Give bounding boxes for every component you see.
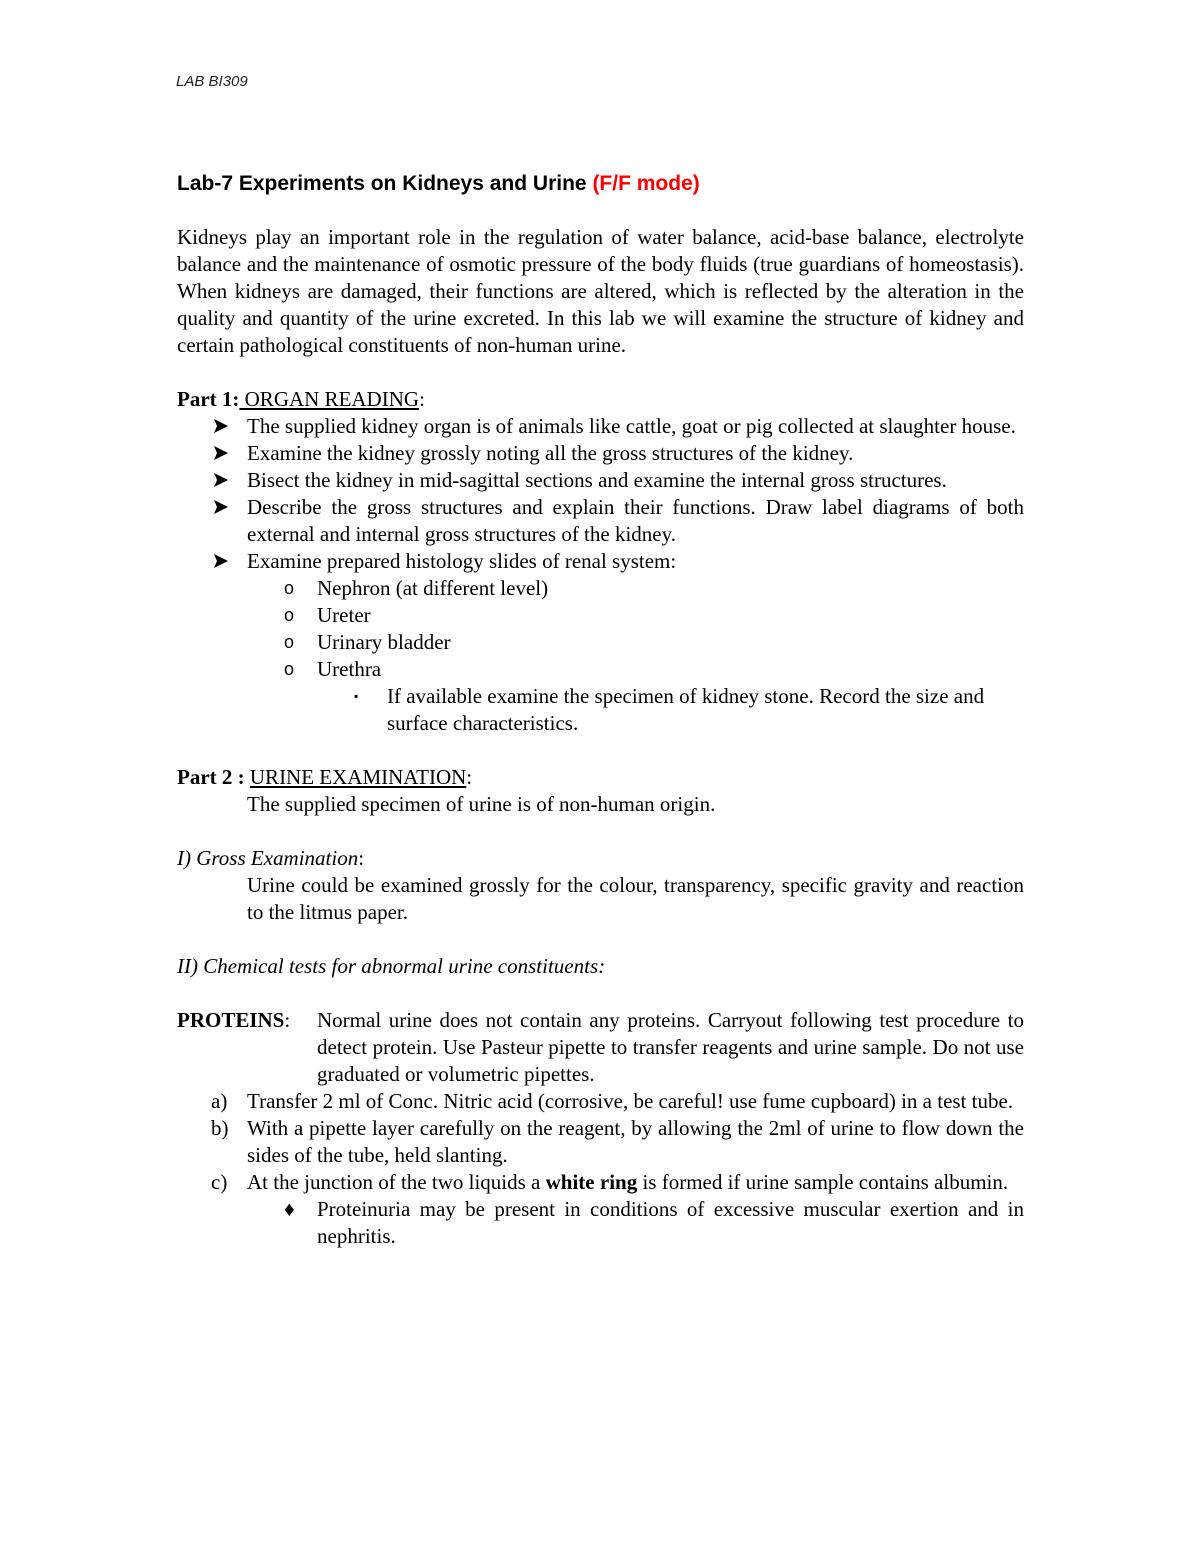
list-item: Bisect the kidney in mid-sagittal sections and examine the internal gross structures. [177, 467, 1024, 494]
list-item: Examine prepared histology slides of renal system: o Nephron (at different level) o Ureter o Urinary bladder o Urethra ▪ If available examine the specimen of kidney stone. Record the size and surface characteristics. [177, 548, 1024, 737]
intro-paragraph: Kidneys play an important role in the regulation of water balance, acid-base balance, electrolyte balance and the maintenance of osmotic pressure of the body fluids (true guardians of homeostasis). When kidneys are damaged, their functions are altered, which is reflected by the alteration in the quality and quantity of the urine excreted. In this lab we will examine the structure of kidney and certain pathological constituents of non-human urine. [177, 225, 1024, 357]
list-item: b) With a pipette layer carefully on the reagent, by allowing the 2ml of urine to flow down the sides of the tube, held slanting. [211, 1116, 1024, 1167]
part2-label: Part 2 : [177, 765, 245, 789]
list-item: The supplied kidney organ is of animals like cattle, goat or pig collected at slaughter house. [177, 413, 1024, 440]
proteins-section [177, 1007, 1024, 1088]
list-item: c) At the junction of the two liquids a white ring is formed if urine sample contains albumin. [211, 1170, 1009, 1194]
list-item: o Ureter [284, 603, 371, 627]
list-item: ▪ If available examine the specimen of kidney stone. Record the size and surface characteristics. [354, 684, 985, 735]
gross-examination-text: Urine could be examined grossly for the colour, transparency, specific gravity and reaction to the litmus paper. [247, 873, 1024, 924]
proteinuria-note-list [177, 1196, 1024, 1250]
list-item: Describe the gross structures and explain their functions. Draw label diagrams of both external and internal gross structures of the kidney. [177, 494, 1024, 548]
list-item: o Urethra ▪ If available examine the specimen of kidney stone. Record the size and surface characteristics. [247, 656, 1024, 737]
organ-reading-list [177, 413, 1024, 737]
protein-test-steps [177, 1088, 1024, 1196]
square-bullet-icon: ▪ [354, 689, 359, 703]
arrow-bullet-icon [213, 413, 237, 434]
kidney-stone-list [317, 683, 1024, 737]
page-title [177, 170, 1024, 198]
title-mode: (F/F mode) [592, 172, 700, 195]
arrow-bullet-icon [213, 467, 237, 488]
circle-bullet-icon: o [284, 605, 295, 625]
part1-title: ORGAN READING [239, 387, 420, 411]
proteins-text: Normal urine does not contain any proteins. Carryout following test procedure to detect protein. Use Pasteur pipette to transfer reagents and urine sample. Do not use graduated or volumetric pipettes. [317, 1008, 1024, 1086]
circle-bullet-icon: o [284, 578, 295, 598]
histology-slides-list [247, 575, 1024, 737]
part2-title: URINE EXAMINATION [249, 765, 467, 789]
part1-label: Part 1: [177, 387, 240, 411]
list-item: o Nephron (at different level) [284, 576, 549, 600]
list-item: Examine the kidney grossly noting all the gross structures of the kidney. [177, 440, 1024, 467]
list-item: a) Transfer 2 ml of Conc. Nitric acid (corrosive, be careful! use fume cupboard) in a test tube. [211, 1089, 1014, 1113]
list-item: o Urinary bladder [284, 630, 451, 654]
running-header: LAB BI309 [176, 73, 248, 90]
part1-heading: Part 1: ORGAN READING: [177, 387, 425, 411]
list-item: ♦ Proteinuria may be present in conditions of excessive muscular exertion and in nephritis. [284, 1197, 1024, 1248]
document-body [177, 170, 1024, 1250]
chemical-tests-heading: II) Chemical tests for abnormal urine constituents: [177, 954, 606, 978]
specimen-note: The supplied specimen of urine is of non-human origin. [247, 792, 716, 816]
arrow-bullet-icon [213, 494, 237, 515]
title-main: Lab-7 Experiments on Kidneys and Urine [177, 172, 593, 195]
circle-bullet-icon: o [284, 632, 295, 652]
circle-bullet-icon: o [284, 659, 295, 679]
gross-examination-heading: I) Gross Examination: [177, 846, 365, 870]
proteins-label: PROTEINS: [177, 1008, 291, 1032]
diamond-bullet-icon: ♦ [284, 1197, 295, 1221]
part2-heading: Part 2 : URINE EXAMINATION: [177, 765, 473, 789]
arrow-bullet-icon [213, 440, 237, 461]
arrow-bullet-icon [213, 548, 237, 569]
